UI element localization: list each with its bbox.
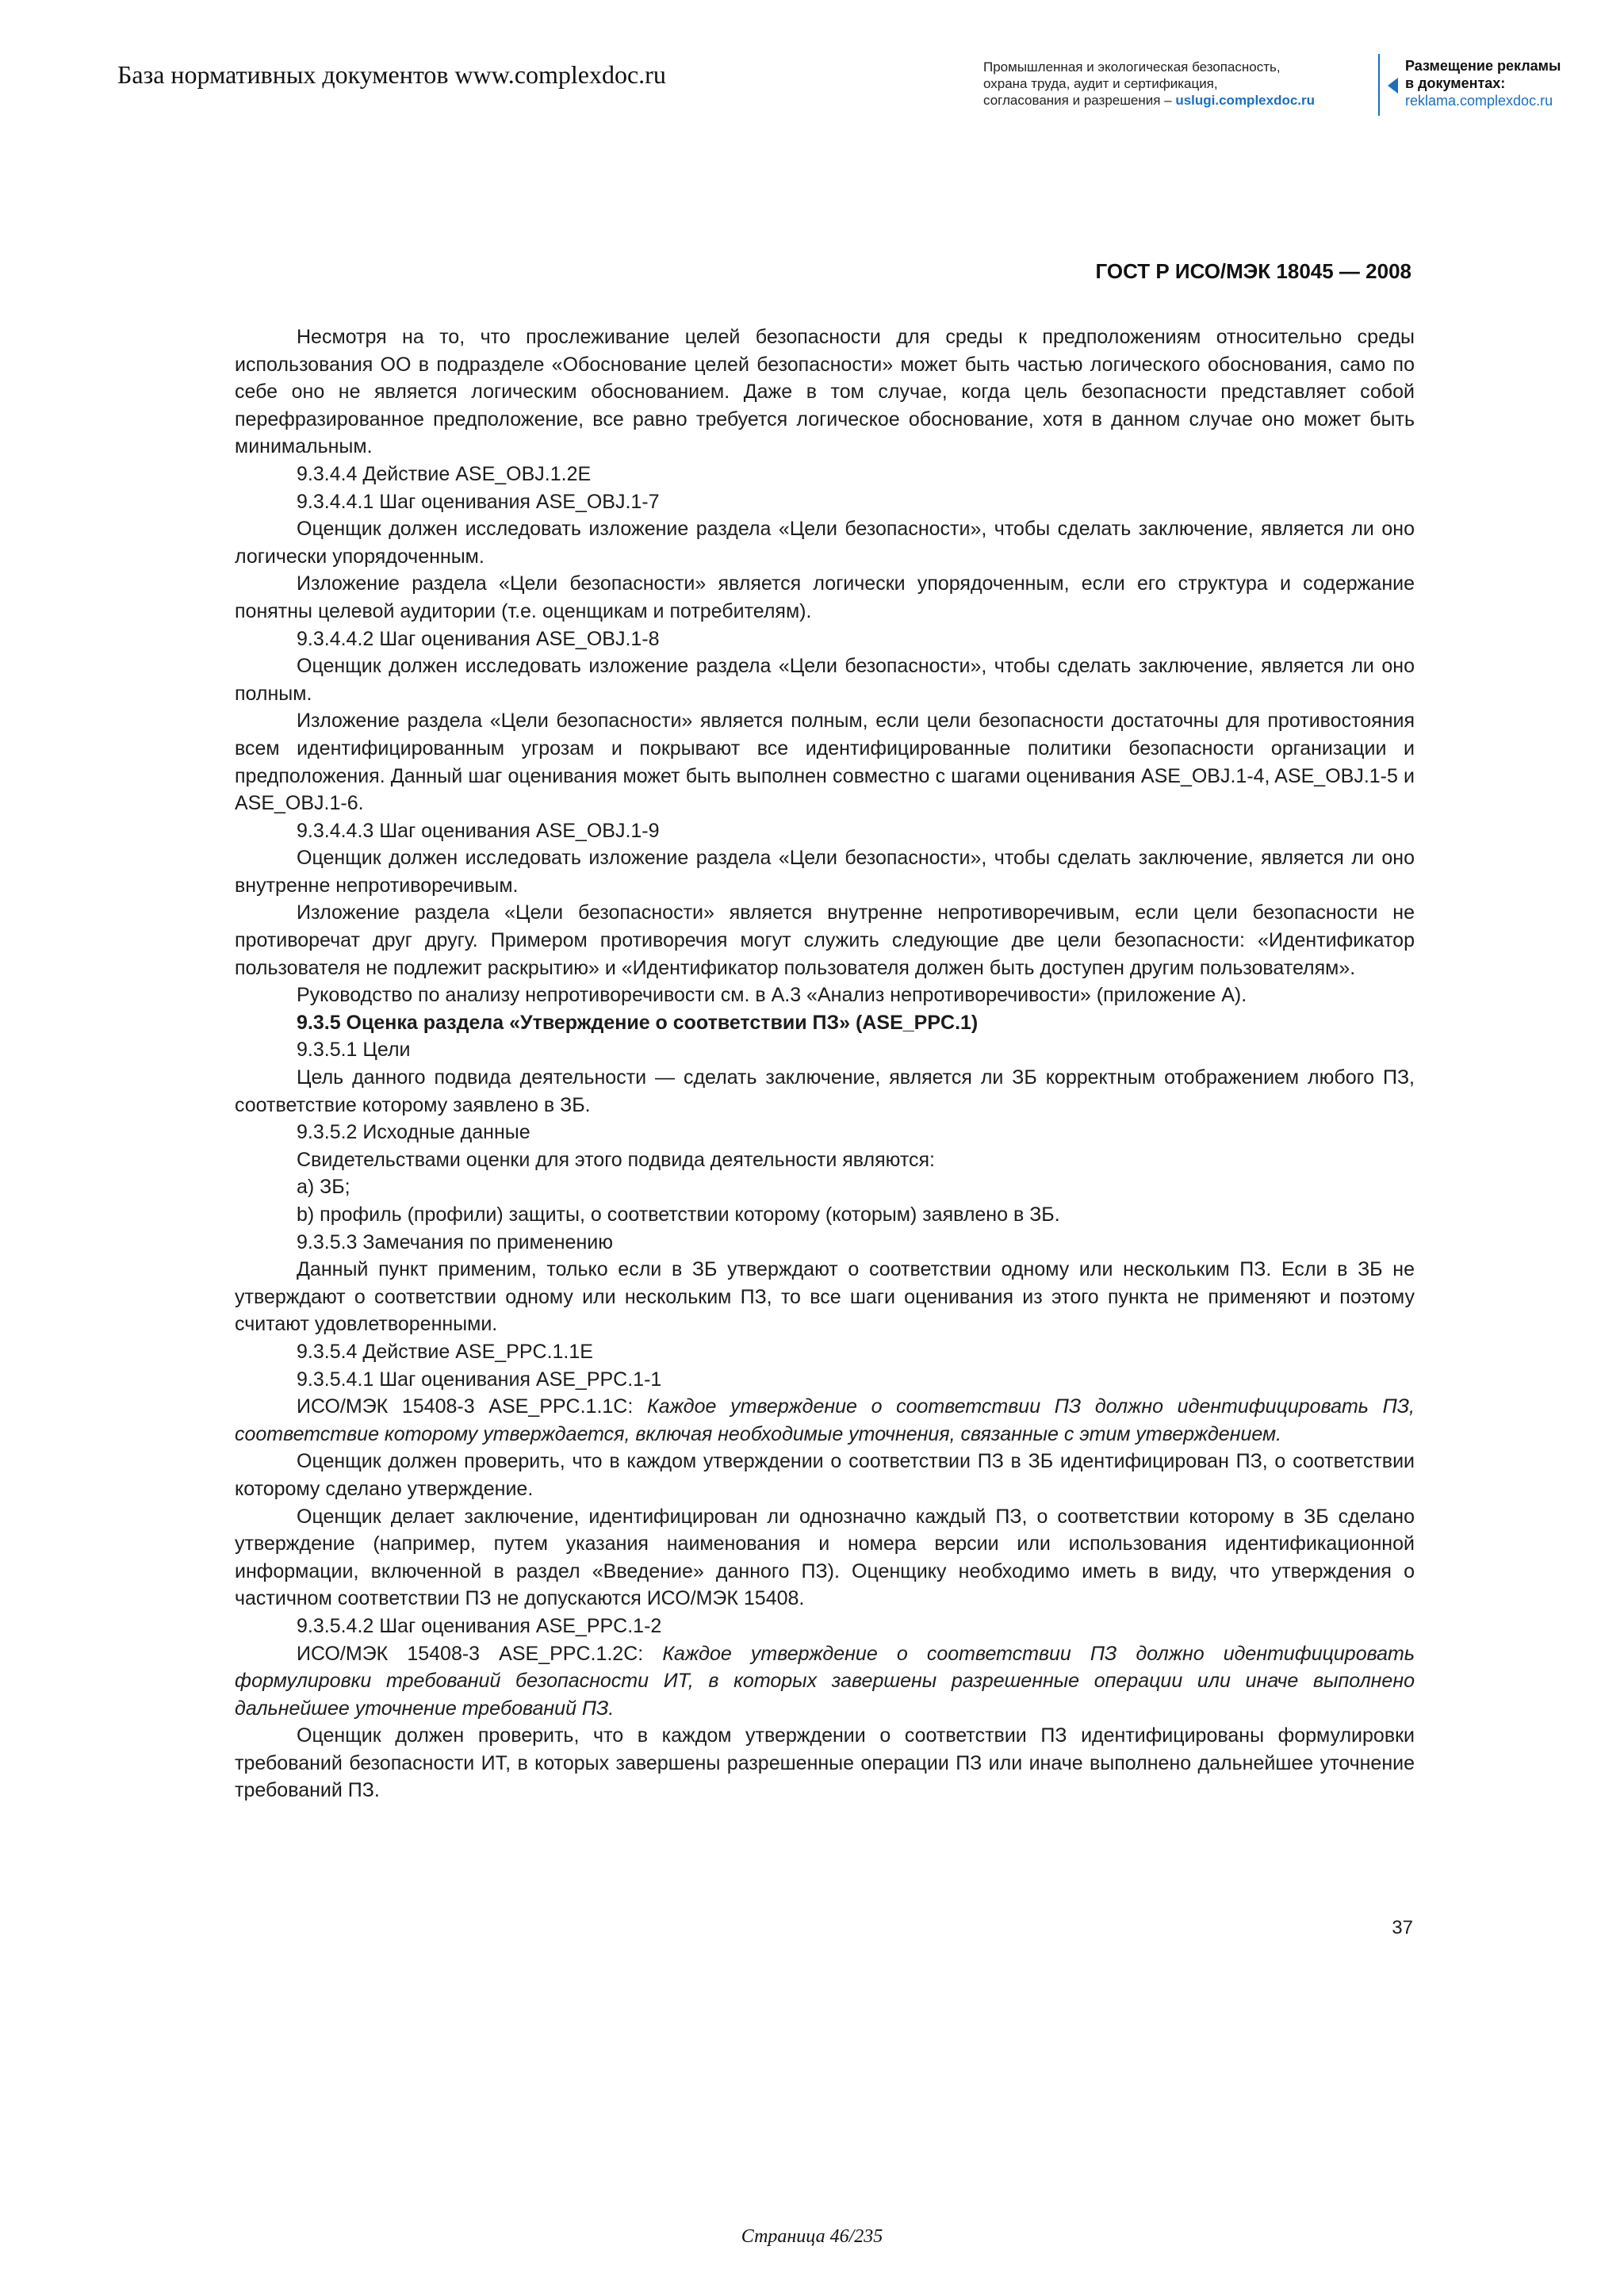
promo-line-3	[983, 92, 1315, 109]
paragraph: Изложение раздела «Цели безопасности» является полным, если цели безопасности достаточны для противостояния всем идентифицированным угрозам и покрывают все идентифицированные политики безопасности организации и предположения. Данный шаг оценивания может быть выполнен совместно с шагами оценивания ASE_OBJ.1-4, ASE_OBJ.1-5 и ASE_OBJ.1-6.	[235, 710, 1415, 815]
paragraph: 9.3.5.4 Действие ASE_PPC.1.1E	[297, 1340, 593, 1363]
document-body	[235, 323, 1415, 1804]
paragraph: 9.3.5.4.1 Шаг оценивания ASE_PPC.1-1	[297, 1368, 662, 1391]
page-number: 37	[1392, 1917, 1413, 1938]
paragraph: Руководство по анализу непротиворечивости см. в А.3 «Анализ непротиворечивости» (приложение А).	[297, 984, 1247, 1007]
paragraph: Изложение раздела «Цели безопасности» является внутренне непротиворечивым, если цели безопасности не противоречат друг другу. Примером противоречия могут служить следующие две цели безопасности: «Идентификатор пользователя не подлежит раскрытию» и «Идентификатор пользователя должен быть доступен другим пользователям».	[235, 901, 1415, 979]
list-item: b) профиль (профили) защиты, о соответствии которому (которым) заявлено в ЗБ.	[297, 1203, 1060, 1226]
promo-line-2: охрана труда, аудит и сертификация,	[983, 76, 1218, 91]
paragraph: 9.3.5.3 Замечания по применению	[297, 1230, 613, 1253]
paragraph: Оценщик должен исследовать изложение раздела «Цели безопасности», чтобы сделать заключение, является ли оно внутренне непротиворечивым.	[235, 847, 1415, 897]
services-promo	[983, 59, 1315, 109]
paragraph: Несмотря на то, что прослеживание целей безопасности для среды к предположениям относительно среды использования ОО в подразделе «Обоснование целей безопасности» может быть частью логического обоснования, само по себе оно не является логическим обоснованием. Даже в том случае, когда цель безопасности представляет собой перефразированное предположение, все равно требуется логическое обоснование, хотя в данном случае оно может быть минимальным.	[235, 326, 1415, 458]
header-divider	[1378, 54, 1380, 116]
requirement-reference: ИСО/МЭК 15408-3 ASE_PPC.1.2C:	[297, 1642, 663, 1665]
requirement-text: Каждое утверждение о соответствии ПЗ должно идентифицировать ПЗ, соответствие которому утверждается, включая необходимые уточнения, связанные с этим утверждением.	[235, 1395, 1415, 1445]
page-footer: Страница 46/235	[741, 2226, 883, 2247]
paragraph: Оценщик должен проверить, что в каждом утверждении о соответствии ПЗ идентифицированы формулировки требований безопасности ИТ, в которых завершены разрешенные операции ПЗ или иначе выполнено дальнейшее уточнение требований ПЗ.	[235, 1724, 1415, 1802]
paragraph: 9.3.5.1 Цели	[297, 1039, 411, 1062]
paragraph: Оценщик должен исследовать изложение раздела «Цели безопасности», чтобы сделать заключение, является ли оно полным.	[235, 655, 1415, 705]
paragraph: Цель данного подвида деятельности — сделать заключение, является ли ЗБ корректным отображением любого ПЗ, соответствие которому заявлено в ЗБ.	[235, 1066, 1415, 1116]
advertising-block	[1405, 57, 1561, 109]
paragraph: 9.3.5.2 Исходные данные	[297, 1121, 530, 1144]
paragraph: 9.3.5.4.2 Шаг оценивания ASE_PPC.1-2	[297, 1614, 662, 1637]
promo-line-1: Промышленная и экологическая безопасность,	[983, 59, 1281, 75]
site-name: База нормативных документов www.complexdoc.ru	[117, 60, 666, 89]
document-code: ГОСТ Р ИСО/МЭК 18045 — 2008	[1095, 259, 1411, 283]
paragraph: Свидетельствами оценки для этого подвида деятельности являются:	[297, 1148, 935, 1171]
paragraph: Оценщик должен проверить, что в каждом утверждении о соответствии ПЗ в ЗБ идентифицирован ПЗ, о соответствии которому сделано утверждение.	[235, 1450, 1415, 1500]
arrow-left-icon	[1388, 78, 1398, 94]
paragraph: Оценщик должен исследовать изложение раздела «Цели безопасности», чтобы сделать заключение, является ли оно логически упорядоченным.	[235, 518, 1415, 568]
requirement-reference: ИСО/МЭК 15408-3 ASE_PPC.1.1C:	[297, 1395, 647, 1418]
services-link[interactable]: uslugi.complexdoc.ru	[1175, 93, 1316, 108]
paragraph	[235, 1393, 1415, 1448]
section-heading: 9.3.5 Оценка раздела «Утверждение о соответствии ПЗ» (ASE_PPC.1)	[297, 1011, 979, 1034]
paragraph: Изложение раздела «Цели безопасности» является логически упорядоченным, если его структура и содержание понятны целевой аудитории (т.е. оценщикам и потребителям).	[235, 572, 1415, 622]
ad-title-line-1: Размещение рекламы	[1405, 58, 1561, 74]
paragraph: 9.3.4.4.2 Шаг оценивания ASE_OBJ.1-8	[297, 627, 660, 650]
ad-title-line-2: в документах:	[1405, 75, 1506, 91]
paragraph: 9.3.4.4.3 Шаг оценивания ASE_OBJ.1-9	[297, 819, 660, 842]
promo-line-3-prefix: согласования и разрешения –	[983, 93, 1176, 108]
paragraph: Оценщик делает заключение, идентифицирован ли однозначно каждый ПЗ, о соответствии которому в ЗБ сделано утверждение (например, путем указания наименования и номера версии или использования идентификационной информации, включенной в раздел «Введение» данного ПЗ). Оценщику необходимо иметь в виду, что утверждения о частичном соответствии ПЗ не допускаются ИСО/МЭК 15408.	[235, 1505, 1415, 1610]
list-item: a) ЗБ;	[297, 1176, 350, 1199]
paragraph	[235, 1640, 1415, 1723]
paragraph: 9.3.4.4.1 Шаг оценивания ASE_OBJ.1-7	[297, 490, 660, 513]
advertising-link[interactable]: reklama.complexdoc.ru	[1405, 93, 1553, 109]
paragraph: Данный пункт применим, только если в ЗБ утверждают о соответствии одному или нескольким ПЗ. Если в ЗБ не утверждают о соответствии одному или нескольким ПЗ, то все шаги оценивания из этого пункта не применяют и поэтому считают удовлетворенными.	[235, 1258, 1415, 1336]
paragraph: 9.3.4.4 Действие ASE_OBJ.1.2E	[297, 462, 592, 485]
requirement-text: Каждое утверждение о соответствии ПЗ должно идентифицировать формулировки требований безопасности ИТ, в которых завершены разрешенные операции или иначе выполнено дальнейшее уточнение требований ПЗ.	[235, 1642, 1415, 1720]
